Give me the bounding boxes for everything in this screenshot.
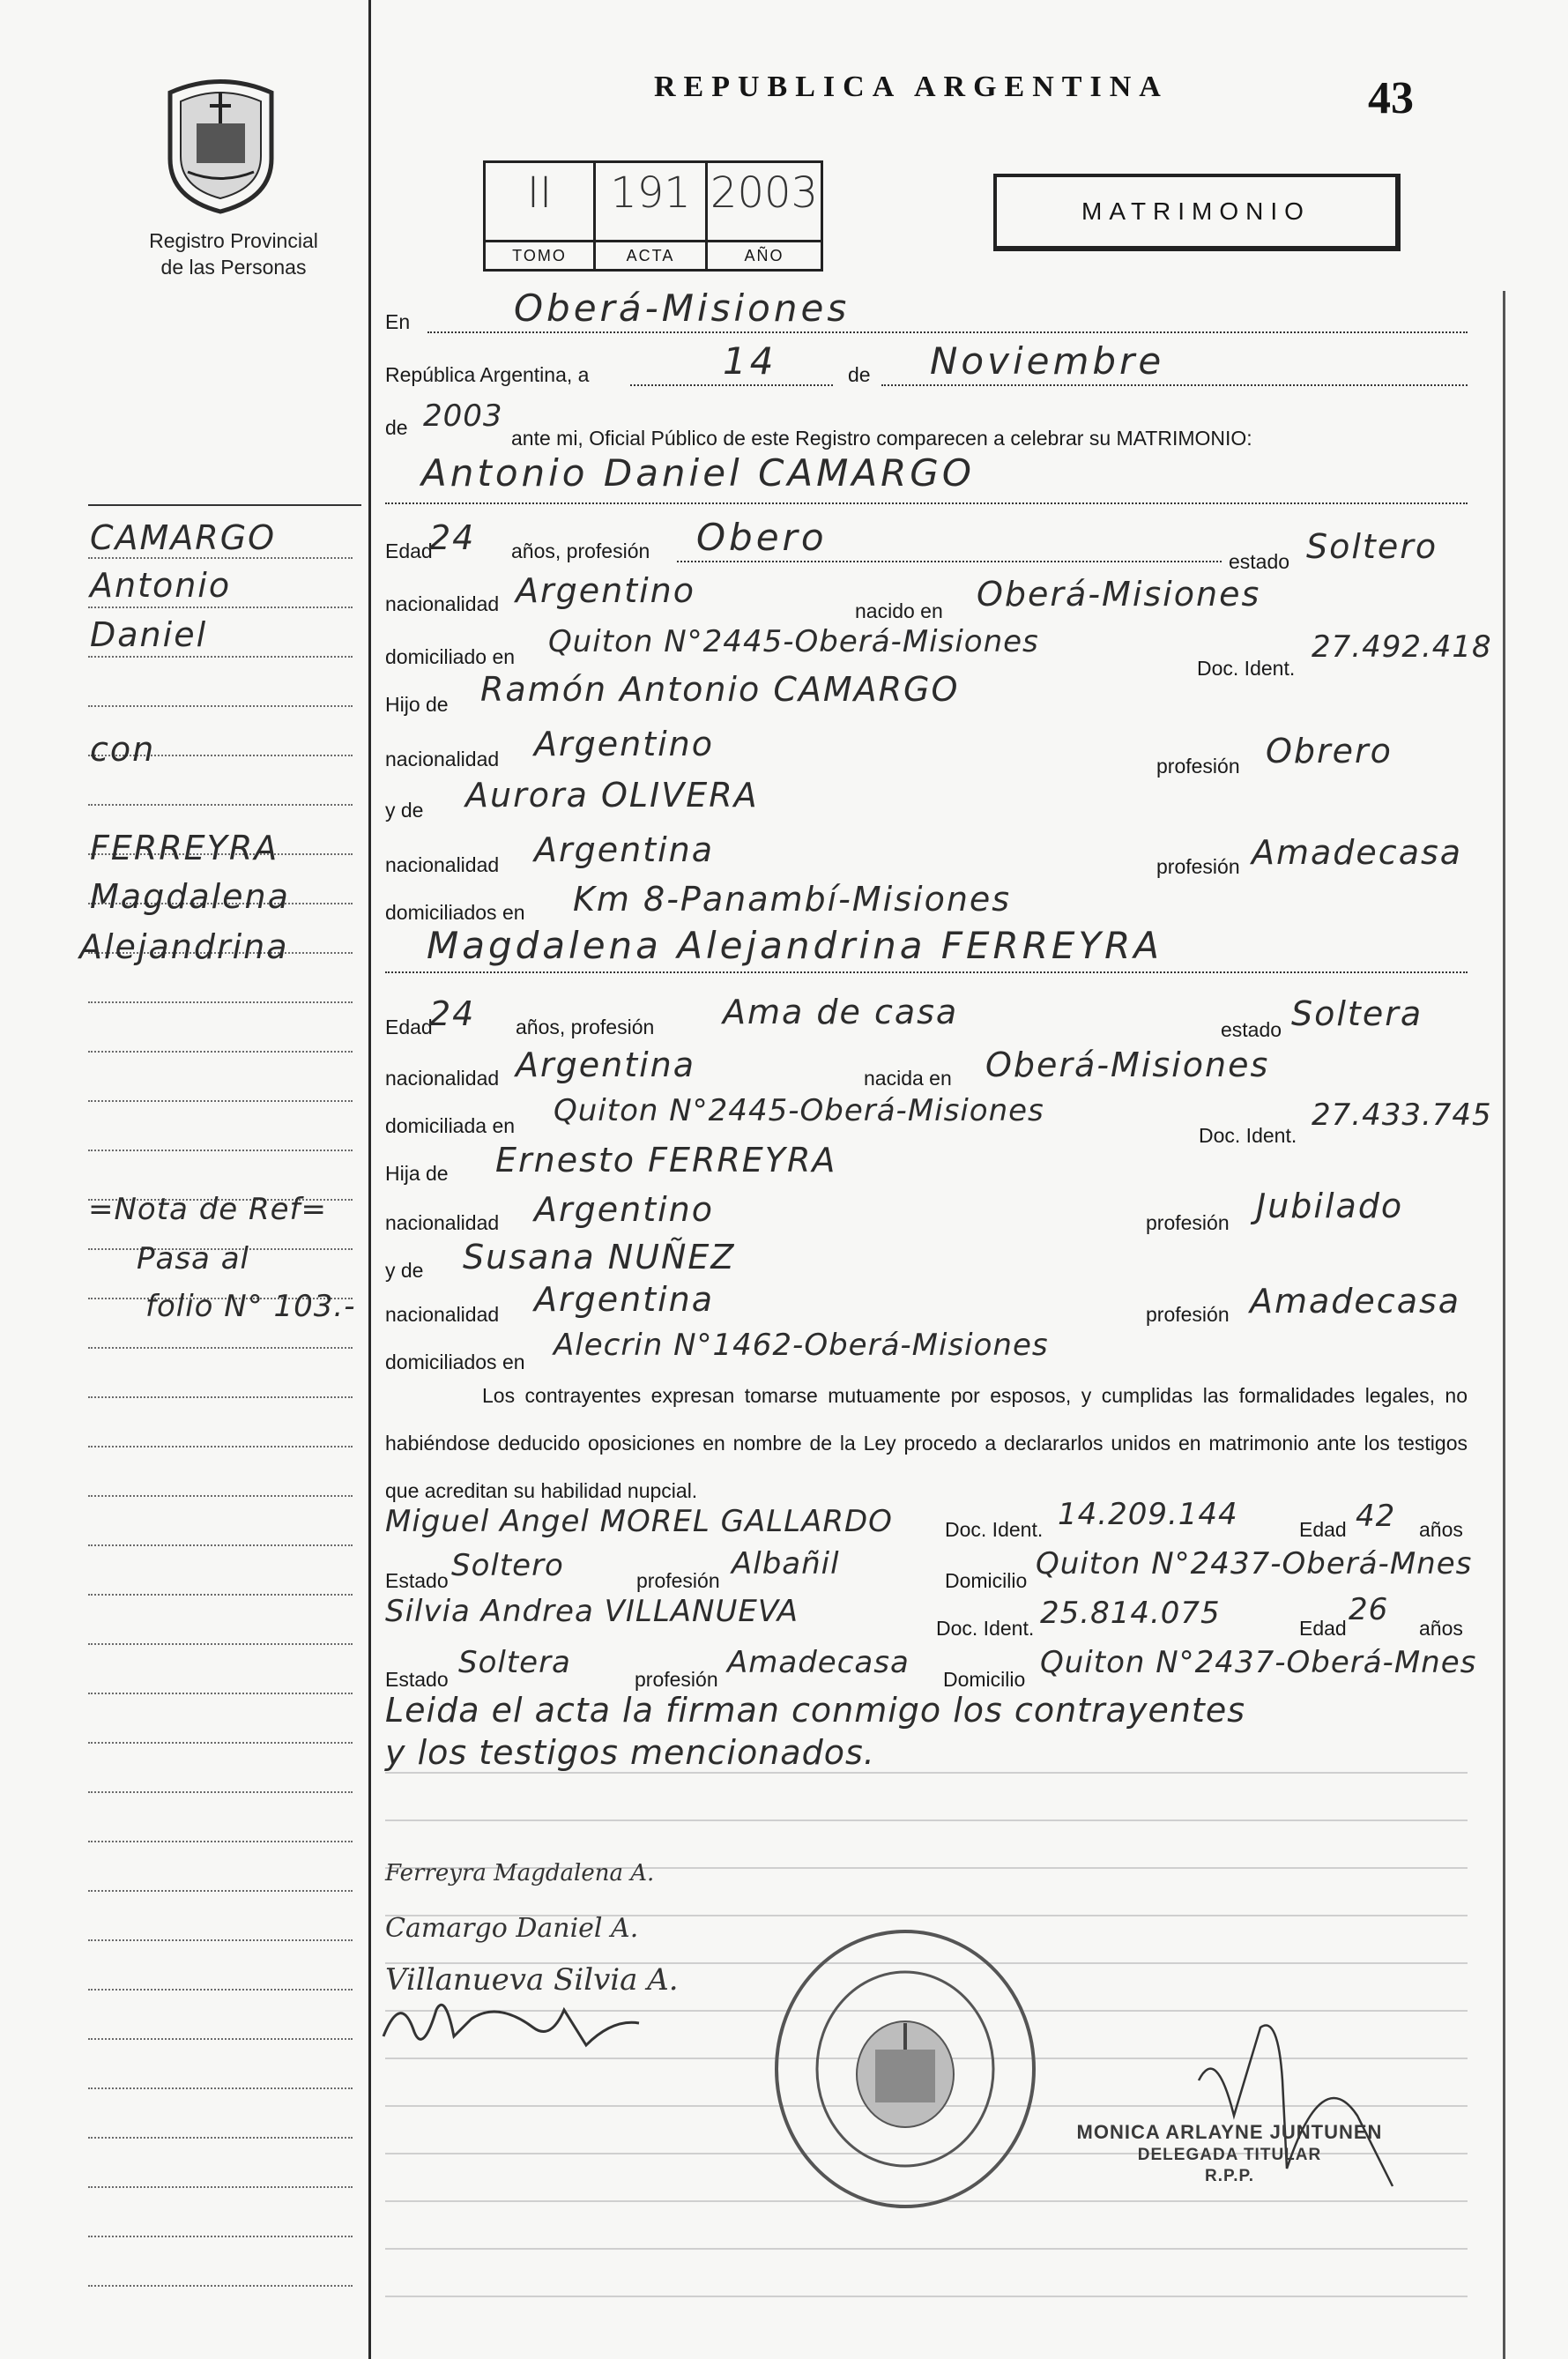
margin-rule [88,1544,353,1546]
label-estado: estado [1221,1018,1282,1041]
rule [881,384,1468,386]
body-rule [385,2248,1468,2250]
label-ante-mi: ante mi, Oficial Público de este Registro comparecen a celebrar su MATRIMONIO: [511,427,1252,450]
groom-age: 24 [429,518,476,557]
margin-rule [88,1989,353,1991]
legal-statement: Los contrayentes expresan tomarse mutuamente por esposos, y cumplidas las formalidades legales, no habiéndose deducido oposiciones en nombre de la Ley procedo a declararlos unidos en matrimonio ante los testigos que acreditan su habilidad nupcial. [385,1384,1468,1502]
official-name: MONICA ARLAYNE JUNTUNEN [1076,2121,1383,2143]
margin-rule [88,656,353,658]
label-y-de: y de [385,1259,424,1282]
margin-rule [88,705,353,707]
bride-parents-address: Alecrin N°1462-Oberá-Misiones [554,1328,1049,1363]
label-doc: Doc. Ident. [1197,657,1296,680]
label-anos: años [1419,1518,1463,1541]
margin-note-ref: =Nota de Ref= [88,1192,328,1227]
tomo-cell [486,163,596,269]
margin-given2: Daniel [90,615,208,654]
year-value: 2003 [423,398,503,434]
label-profesion: profesión [636,1569,720,1592]
margin-rule [88,2236,353,2237]
ano-value: 2003 [710,168,819,218]
label-doc: Doc. Ident. [936,1617,1035,1640]
witness1-age: 42 [1356,1499,1396,1534]
witness2-name: Silvia Andrea VILLANUEVA [385,1594,799,1629]
country-title: REPUBLICA ARGENTINA [654,71,1169,103]
bride-birthplace: Oberá-Misiones [985,1046,1270,1084]
bride-doc: 27.433.745 [1312,1098,1492,1133]
margin-surname: CAMARGO [90,518,277,557]
bride-profession: Ama de casa [723,993,959,1031]
label-edad: Edad [385,1016,433,1038]
label-domiciliados: domiciliados en [385,1351,525,1373]
tomo-value: II [526,168,553,218]
body-rule [385,1819,1468,1821]
margin-rule [88,606,353,608]
label-profesion: profesión [1146,1303,1230,1326]
label-estado: estado [1229,550,1290,573]
margin-bride-surname: FERREYRA [90,829,279,867]
bride-name: Magdalena Alejandrina FERREYRA [427,924,1163,967]
label-domiciliados: domiciliados en [385,901,525,924]
label-anos-profesion: años, profesión [511,540,650,562]
margin-bride-given1: Magdalena [90,877,290,916]
body-rule [385,1772,1468,1774]
label-edad: Edad [385,540,433,562]
signature-groom: Camargo Daniel A. [385,1913,639,1944]
signature-witness: Villanueva Silvia A. [385,1962,679,1998]
margin-rule [88,1446,353,1447]
witness1-status: Soltero [451,1548,564,1583]
bride-mother-profession: Amadecasa [1250,1282,1461,1321]
groom-father-nationality: Argentino [534,725,714,763]
label-de: de [848,363,871,386]
month-value: Noviembre [930,339,1165,383]
rule [677,561,1222,562]
rule [385,971,1468,973]
witness2-status: Soltera [458,1645,571,1680]
witness1-address: Quiton N°2437-Oberá-Mnes [1036,1546,1473,1581]
label-nacionalidad: nacionalidad [385,1211,500,1234]
margin-rule [88,2038,353,2040]
groom-mother: Aurora OLIVERA [465,776,759,815]
margin-rule [88,1051,353,1053]
margin-rule [88,1347,353,1349]
acta-value: 191 [610,168,691,218]
ano-label: AÑO [708,240,821,269]
margin-rule [88,557,353,559]
acta-label: ACTA [596,240,705,269]
margin-rule [88,1890,353,1892]
margin-given1: Antonio [90,566,232,605]
label-edad-w: Edad [1299,1617,1347,1640]
margin-rule [88,1150,353,1151]
margin-line [368,0,371,2359]
label-edad-w: Edad [1299,1518,1347,1541]
scribble-signature [375,1983,657,2067]
label-nacionalidad: nacionalidad [385,1303,500,1326]
ano-cell [708,163,821,269]
act-type-box: MATRIMONIO [993,174,1401,251]
bride-father-nationality: Argentino [534,1190,714,1229]
bride-mother: Susana NUÑEZ [463,1238,736,1276]
label-nacionalidad: nacionalidad [385,1067,500,1090]
label-profesion: profesión [1156,855,1240,878]
witness2-age: 26 [1349,1592,1389,1627]
witness1-doc: 14.209.144 [1058,1497,1238,1532]
margin-rule [88,1693,353,1694]
label-profesion: profesión [635,1668,718,1691]
label-nacionalidad: nacionalidad [385,592,500,615]
bride-father: Ernesto FERREYRA [495,1141,837,1180]
witness1-name: Miguel Angel MOREL GALLARDO [385,1504,893,1539]
margin-rule [88,2087,353,2089]
groom-father: Ramón Antonio CAMARGO [480,670,960,709]
groom-nationality: Argentino [516,571,695,610]
bride-address: Quiton N°2445-Oberá-Misiones [554,1093,1044,1128]
day-value: 14 [723,339,777,383]
margin-rule [88,1643,353,1645]
label-domicilio: Domicilio [945,1569,1028,1592]
witness2-address: Quiton N°2437-Oberá-Mnes [1040,1645,1477,1680]
bride-nationality: Argentina [516,1046,696,1084]
record-id-table [483,160,823,272]
groom-father-profession: Obrero [1266,732,1393,770]
registry-seal-icon [161,75,280,216]
margin-rule [88,2137,353,2139]
bride-father-profession: Jubilado [1256,1187,1404,1225]
body-rule [385,2296,1468,2297]
registry-name: Registro Provincial de las Personas [149,229,318,279]
official-stamp [771,1926,1040,2213]
label-y-de: y de [385,799,424,822]
rule [427,331,1468,333]
margin-rule [88,1841,353,1842]
witness1-profession: Albañil [732,1546,840,1581]
label-nacida-en: nacida en [864,1067,952,1090]
label-domiciliada: domiciliada en [385,1114,516,1137]
label-anos: años [1419,1617,1463,1640]
margin-rule [88,1495,353,1497]
label-estado-w: Estado [385,1668,449,1691]
signature-bride: Ferreyra Magdalena A. [385,1860,655,1886]
label-profesion: profesión [1146,1211,1230,1234]
label-doc: Doc. Ident. [1199,1124,1297,1147]
margin-rule [88,804,353,806]
groom-profession: Obero [696,516,828,559]
groom-name: Antonio Daniel CAMARGO [421,451,975,495]
closing-line-2: y los testigos mencionados. [385,1733,875,1772]
label-hijo-de: Hijo de [385,693,449,716]
rule [630,384,833,386]
groom-mother-profession: Amadecasa [1252,833,1463,872]
groom-birthplace: Oberá-Misiones [977,575,1261,614]
folio-number: 43 [1368,73,1414,123]
label-en: En [385,310,411,333]
margin-rule [88,1939,353,1941]
label-domicilio: Domicilio [943,1668,1026,1691]
rule [385,502,1468,504]
margin-note-folio: folio N° 103.- [145,1289,356,1324]
groom-mother-nationality: Argentina [534,830,715,869]
place-value: Oberá-Misiones [514,287,851,330]
bride-status: Soltera [1291,994,1423,1033]
witness2-doc: 25.814.075 [1040,1596,1221,1631]
witness2-profession: Amadecasa [727,1645,910,1680]
label-doc: Doc. Ident. [945,1518,1044,1541]
label-profesion: profesión [1156,755,1240,778]
label-republica: República Argentina, a [385,363,590,386]
margin-rule-solid [88,504,361,506]
margin-rule [88,1100,353,1102]
tomo-label: TOMO [486,240,593,269]
margin-rule [88,2285,353,2287]
margin-rule [88,1594,353,1596]
official-title-2: R.P.P. [1204,2167,1254,2185]
label-de-year: de [385,416,408,439]
margin-bride-given2: Alejandrina [79,927,289,966]
label-hija-de: Hija de [385,1162,449,1185]
label-nacionalidad: nacionalidad [385,853,500,876]
margin-rule [88,2186,353,2188]
margin-note-pasa: Pasa al [137,1241,249,1276]
bride-age: 24 [429,994,476,1033]
margin-rule [88,1791,353,1793]
groom-doc: 27.492.418 [1312,629,1492,665]
acta-cell [596,163,708,269]
official-title: DELEGADA TITULAR [1137,2146,1322,2164]
margin-rule [88,1001,353,1003]
groom-status: Soltero [1306,527,1438,566]
label-anos-profesion: años, profesión [516,1016,655,1038]
label-nacido-en: nacido en [855,599,943,622]
groom-parents-address: Km 8-Panambí-Misiones [573,880,1012,919]
margin-con: con [90,730,156,769]
margin-rule [88,1742,353,1744]
groom-address: Quiton N°2445-Oberá-Misiones [548,624,1039,659]
closing-line-1: Leida el acta la firman conmigo los contrayentes [385,1691,1245,1730]
right-edge-line [1503,291,1505,2359]
label-domiciliado: domiciliado en [385,645,516,668]
margin-rule [88,1396,353,1398]
bride-mother-nationality: Argentina [534,1280,715,1319]
label-estado-w: Estado [385,1569,449,1592]
label-nacionalidad: nacionalidad [385,748,500,770]
